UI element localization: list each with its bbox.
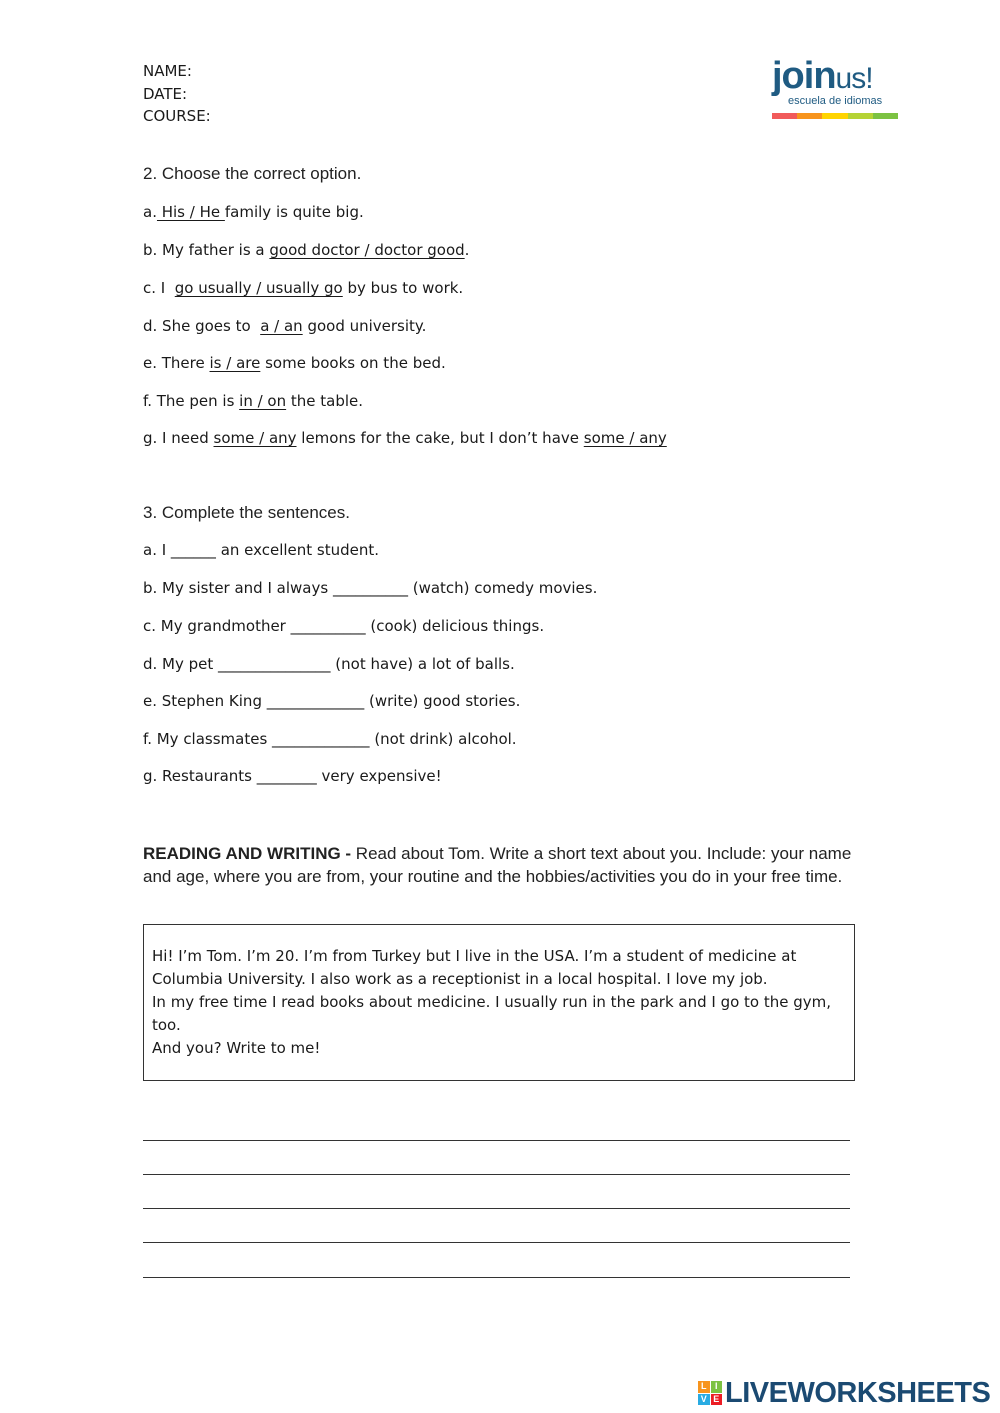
student-info <box>143 60 211 128</box>
reading-writing-instructions: Read about Tom. Write a short text about you. Include: your name and age, where you are from, your routine and the hobbies/activities you do in your free time. <box>143 844 852 886</box>
reading-paragraph: And you? Write to me! <box>152 1039 321 1057</box>
complete-item-b[interactable]: b. My sister and I always __________ (watch) comedy movies. <box>143 579 598 597</box>
choice-option[interactable]: some / any <box>213 429 297 447</box>
logo-bar-segment <box>797 113 822 119</box>
complete-item-g[interactable]: g. Restaurants ________ very expensive! <box>143 767 442 785</box>
logo-color-bar <box>772 113 898 119</box>
section-2-title: 2. Choose the correct option. <box>143 164 362 183</box>
reading-writing-title: READING AND WRITING - <box>143 844 352 863</box>
complete-item-d[interactable]: d. My pet _______________ (not have) a lot of balls. <box>143 655 515 673</box>
reading-paragraph: Hi! I’m Tom. I’m 20. I’m from Turkey but I live in the USA. I’m a student of medicine at Columbia University. I also work as a receptionist in a local hospital. I love my job. <box>152 947 797 988</box>
writing-line[interactable] <box>143 1277 850 1278</box>
logo-block: E <box>711 1394 723 1406</box>
choice-item-b: b. My father is a good doctor / doctor good. <box>143 241 470 259</box>
logo-bar-segment <box>848 113 873 119</box>
choice-item-f: f. The pen is in / on the table. <box>143 392 364 410</box>
logo-block: L <box>698 1381 710 1393</box>
complete-item-e[interactable]: e. Stephen King _____________ (write) good stories. <box>143 692 521 710</box>
logo-bar-segment <box>873 113 898 119</box>
liveworksheets-blocks-icon <box>698 1381 722 1405</box>
reading-text-box <box>143 924 855 1081</box>
complete-item-a[interactable]: a. I ______ an excellent student. <box>143 541 380 559</box>
joinus-logo <box>772 56 902 122</box>
choice-option[interactable]: go usually / usually go <box>174 279 343 297</box>
complete-item-f[interactable]: f. My classmates _____________ (not drink) alcohol. <box>143 730 517 748</box>
choice-option[interactable]: is / are <box>209 354 261 372</box>
complete-item-c[interactable]: c. My grandmother __________ (cook) delicious things. <box>143 617 545 635</box>
liveworksheets-logo <box>698 1378 990 1408</box>
liveworksheets-brand: LIVEWORKSHEETS <box>725 1376 991 1409</box>
choice-option[interactable]: a / an <box>260 317 303 335</box>
date-label: DATE: <box>143 84 188 103</box>
choice-option[interactable]: some / any <box>583 429 667 447</box>
course-label: COURSE: <box>143 107 211 125</box>
choice-option[interactable]: in / on <box>239 392 287 410</box>
logo-block: I <box>711 1381 723 1393</box>
choice-item-c: c. I go usually / usually go by bus to work. <box>143 279 464 297</box>
choice-item-d: d. She goes to a / an good university. <box>143 317 427 335</box>
choice-option[interactable]: His / He <box>156 203 225 221</box>
choice-option[interactable]: good doctor / doctor good <box>269 241 465 259</box>
reading-writing-heading <box>143 842 863 888</box>
name-label: NAME: <box>143 62 192 80</box>
writing-line[interactable] <box>143 1208 850 1209</box>
choice-item-g: g. I need some / any lemons for the cake, but I don’t have some / any <box>143 429 667 447</box>
choice-item-e: e. There is / are some books on the bed. <box>143 354 446 372</box>
section-3-title: 3. Complete the sentences. <box>143 503 350 522</box>
logo-bar-segment <box>822 113 847 119</box>
choice-item-a: a. His / He family is quite big. <box>143 203 364 221</box>
reading-paragraph: In my free time I read books about medicine. I usually run in the park and I go to the gym, too. <box>152 993 832 1034</box>
writing-line[interactable] <box>143 1242 850 1243</box>
logo-bar-segment <box>772 113 797 119</box>
logo-join-text: join <box>772 55 836 97</box>
logo-block: V <box>698 1394 710 1406</box>
logo-subtitle: escuela de idiomas <box>788 95 883 107</box>
writing-line[interactable] <box>143 1174 850 1175</box>
writing-line[interactable] <box>143 1140 850 1141</box>
logo-us-text: us! <box>835 62 873 95</box>
